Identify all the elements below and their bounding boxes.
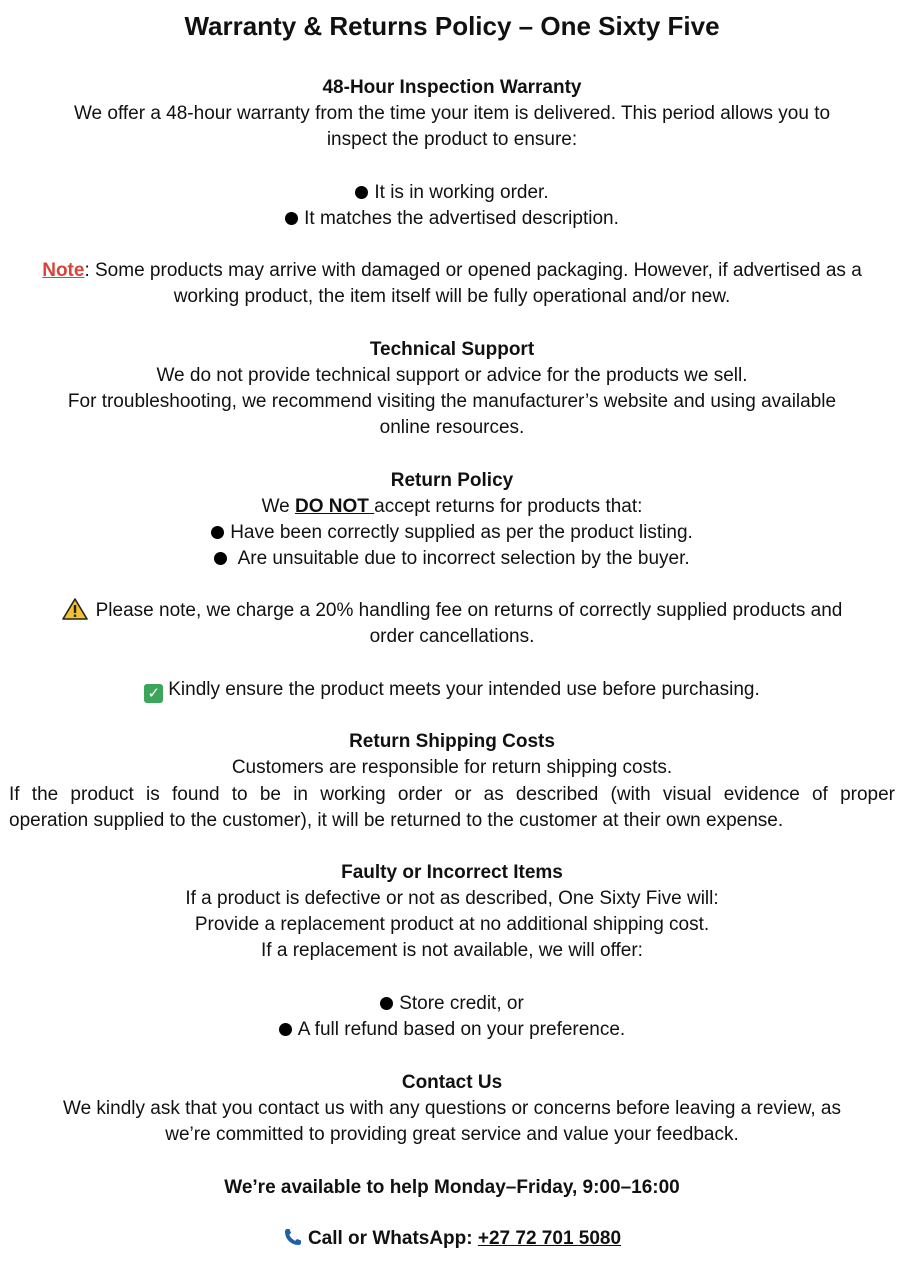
do-not-emphasis: DO NOT xyxy=(295,496,375,517)
inspection-bullet-1: It is in working order. xyxy=(0,180,904,206)
note-line-1: Note: Some products may arrive with damaged or opened packaging. However, if advertised as a xyxy=(42,260,862,281)
faulty-bullet-2: A full refund based on your preference. xyxy=(0,1017,904,1043)
bullet-icon xyxy=(355,186,368,199)
shipping-line-1: Customers are responsible for return shipping costs. xyxy=(231,757,673,778)
support-heading: Technical Support xyxy=(369,339,535,360)
faulty-line-1: If a product is defective or not as described, One Sixty Five will: xyxy=(185,888,719,909)
bullet-icon xyxy=(214,552,227,565)
bullet-icon xyxy=(279,1023,292,1036)
inspection-line-1: We offer a 48-hour warranty from the time your item is delivered. This period allows you to xyxy=(73,103,831,124)
page-title: Warranty & Returns Policy – One Sixty Five xyxy=(184,11,720,41)
phone-icon xyxy=(283,1227,303,1247)
faulty-line-2: Provide a replacement product at no additional shipping cost. xyxy=(194,914,710,935)
returns-bullet-1: Have been correctly supplied as per the product listing. xyxy=(0,520,904,546)
call-line: Call or WhatsApp: +27 72 701 5080 xyxy=(0,1226,904,1252)
support-line-2: For troubleshooting, we recommend visiting the manufacturer’s website and using available xyxy=(67,391,837,412)
inspection-bullet-2: It matches the advertised description. xyxy=(0,206,904,232)
returns-bullet-2: Are unsuitable due to incorrect selection by the buyer. xyxy=(0,546,904,572)
contact-heading: Contact Us xyxy=(401,1072,503,1093)
bullet-icon xyxy=(285,212,298,225)
phone-number-link[interactable]: +27 72 701 5080 xyxy=(477,1228,622,1249)
warning-icon xyxy=(62,598,88,620)
check-icon: ✓ xyxy=(144,684,163,703)
hours-line: We’re available to help Monday–Friday, 9:00–16:00 xyxy=(224,1177,680,1198)
returns-intro: We DO NOT accept returns for products that: xyxy=(261,496,643,517)
inspection-heading: 48-Hour Inspection Warranty xyxy=(322,77,582,98)
contact-line-2: we’re committed to providing great service and value your feedback. xyxy=(165,1124,739,1145)
bullet-icon xyxy=(380,997,393,1010)
support-line-1: We do not provide technical support or advice for the products we sell. xyxy=(156,365,748,386)
faulty-line-3: If a replacement is not available, we will offer: xyxy=(261,940,643,961)
note-label: Note xyxy=(42,260,85,281)
contact-line-1: We kindly ask that you contact us with any questions or concerns before leaving a review, as xyxy=(62,1098,841,1119)
shipping-line-2: If the product is found to be in working order or as described (with visual evidence of proper xyxy=(9,784,895,805)
support-line-3: online resources. xyxy=(379,417,525,438)
returns-heading: Return Policy xyxy=(390,470,514,491)
inspection-line-2: inspect the product to ensure: xyxy=(326,129,578,150)
shipping-heading: Return Shipping Costs xyxy=(349,731,555,752)
faulty-bullet-1: Store credit, or xyxy=(0,991,904,1017)
fee-line-1: Please note, we charge a 20% handling fee on returns of correctly supplied products and xyxy=(0,598,904,624)
shipping-line-3: operation supplied to the customer), it will be returned to the customer at their own expense. xyxy=(9,810,784,831)
ensure-line: ✓ Kindly ensure the product meets your intended use before purchasing. xyxy=(0,677,904,703)
fee-line-2: order cancellations. xyxy=(369,626,535,647)
faulty-heading: Faulty or Incorrect Items xyxy=(341,862,563,883)
bullet-icon xyxy=(211,526,224,539)
note-line-2: working product, the item itself will be fully operational and/or new. xyxy=(173,286,731,307)
